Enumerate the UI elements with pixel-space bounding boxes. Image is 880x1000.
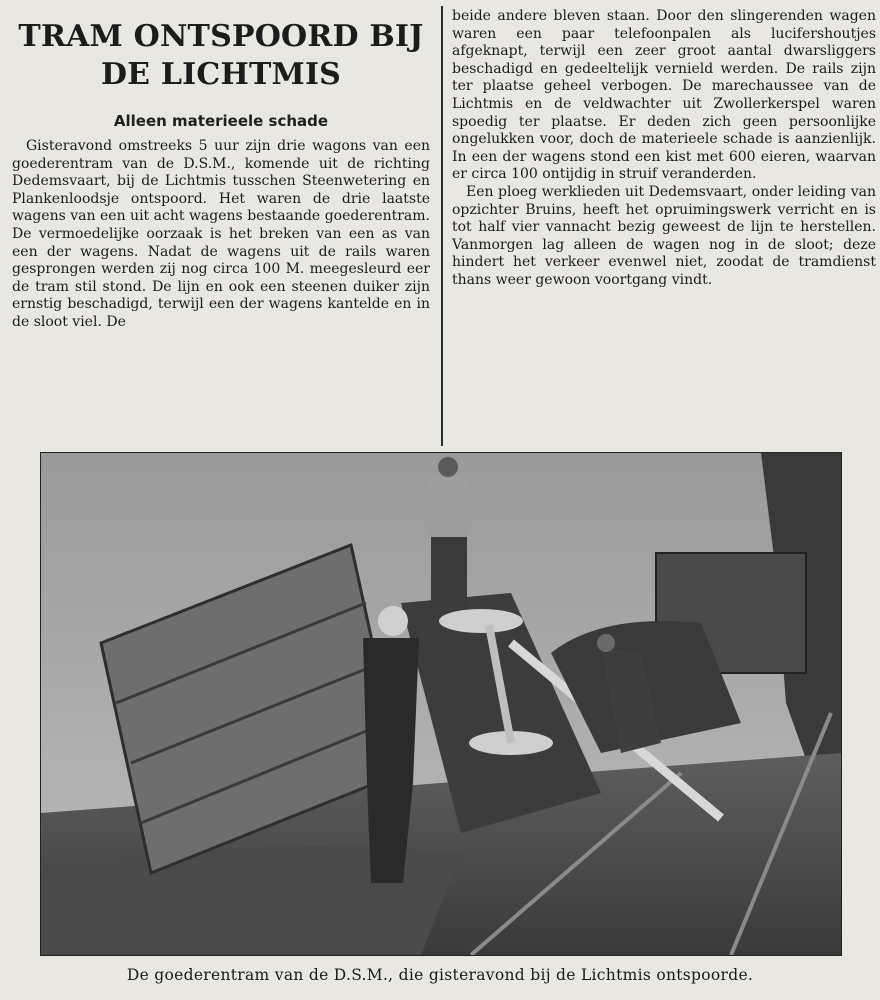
paragraph-right-1: beide andere bleven staan. Door den slingerenden wagen waren een paar telefoonpalen als lucifershoutjes afgeknapt, terwijl een zeer groot aantal dwarsliggers beschadigd en gedeeltelijk vernield werden. De rails zijn ter plaatse geheel verbogen. De marechaussee van de Lichtmis en de veldwachter uit Zwollerkerspel waren spoedig ter plaatse. Er deden zich geen persoonlijke ongelukken voor, doch de materieele schade is aanzienlijk. In een der wagens stond een kist met 600 eieren, waarvan er circa 100 ontijdig in struif veranderden. bbox=[452, 8, 876, 183]
paragraph-right-2: Een ploeg werklieden uit Dedemsvaart, onder leiding van opzichter Bruins, heeft het opruimingswerk verricht en is tot half vier vannacht bezig geweest de lijn te herstellen. Vanmorgen lag alleen de wagen nog in de sloot; deze hindert het verkeer evenwel niet, zoodat de tramdienst thans weer gewoon voortgang vindt. bbox=[452, 183, 876, 288]
article-right-column bbox=[452, 8, 876, 290]
headline bbox=[12, 18, 430, 94]
headline-line-1: TRAM ONTSPOORD BIJ bbox=[18, 19, 424, 54]
article-left-column bbox=[12, 18, 430, 332]
derailed-tram-photo bbox=[40, 452, 842, 956]
column-divider bbox=[441, 6, 443, 446]
paragraph-left: Gisteravond omstreeks 5 uur zijn drie wagons van een goederentram van de D.S.M., komende uit de richting Dedemsvaart, bij de Lichtmis tusschen Steenwetering en Plankenloodsje ontspoord. Het waren de drie laatste wagens van een uit acht wagens bestaande goederentram. De vermoedelijke oorzaak is het breken van een as van een der wagens. Nadat de wagens uit de rails waren gesprongen werden zij nog circa 100 M. meegesleurd eer de tram stil stond. De lijn en ook een steenen duiker zijn ernstig beschadigd, terwijl een der wagens kantelde en in de sloot viel. De bbox=[12, 138, 430, 330]
subheadline: Alleen materieele schade bbox=[113, 112, 329, 130]
headline-line-2: DE LICHTMIS bbox=[100, 57, 342, 92]
photo-caption: De goederentram van de D.S.M., die gisteravond bij de Lichtmis ontspoorde. bbox=[126, 966, 754, 984]
